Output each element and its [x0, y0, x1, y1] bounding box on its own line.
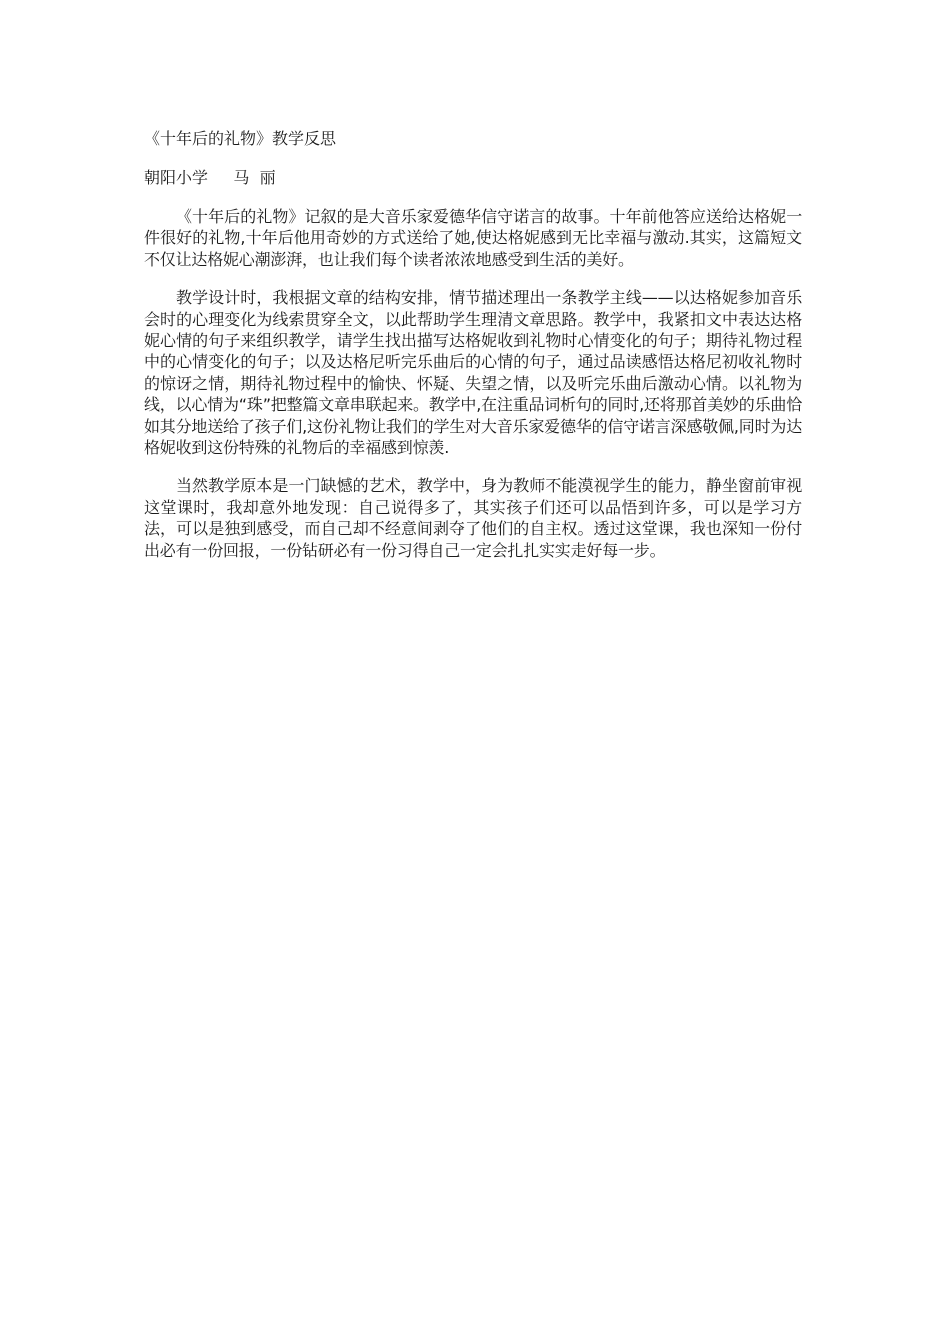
document-author: 朝阳小学 马 丽 [144, 168, 276, 187]
paragraph-2: 教学设计时，我根据文章的结构安排，情节描述理出一条教学主线——以达格妮参加音乐会时的心理变化为线索贯穿全文，以此帮助学生理清文章思路。教学中，我紧扣文中表达达格妮心情的句子来组织教学，请学生找出描写达格妮收到礼物时心情变化的句子；期待礼物过程中的心情变化的句子；以及达格尼听完乐曲后的心情的句子，通过品读感悟达格尼初收礼物时的惊讶之情，期待礼物过程中的愉快、怀疑、失望之情，以及听完乐曲后激动心情。以礼物为线，以心情为“珠”把整篇文章串联起来。教学中,在注重品词析句的同时,还将那首美妙的乐曲恰如其分地送给了孩子们,这份礼物让我们的学生对大音乐家爱德华的信守诺言深感敬佩,同时为达格妮收到这份特殊的礼物后的幸福感到惊羡. [144, 288, 802, 458]
document-title: 《十年后的礼物》教学反思 [144, 129, 337, 148]
document-page [144, 128, 802, 578]
paragraph-3: 当然教学原本是一门缺憾的艺术，教学中，身为教师不能漠视学生的能力，静坐窗前审视这堂课时，我却意外地发现：自己说得多了，其实孩子们还可以品悟到许多，可以是学习方法，可以是独到感受，而自己却不经意间剥夺了他们的自主权。透过这堂课，我也深知一份付出必有一份回报，一份钻研必有一份习得自己一定会扎扎实实走好每一步。 [144, 476, 802, 560]
paragraph-1: 《十年后的礼物》记叙的是大音乐家爱德华信守诺言的故事。十年前他答应送给达格妮一件很好的礼物,十年后他用奇妙的方式送给了她,使达格妮感到无比幸福与激动.其实，这篇短文不仅让达格妮心潮澎湃，也让我们每个读者浓浓地感受到生活的美好。 [144, 207, 802, 269]
